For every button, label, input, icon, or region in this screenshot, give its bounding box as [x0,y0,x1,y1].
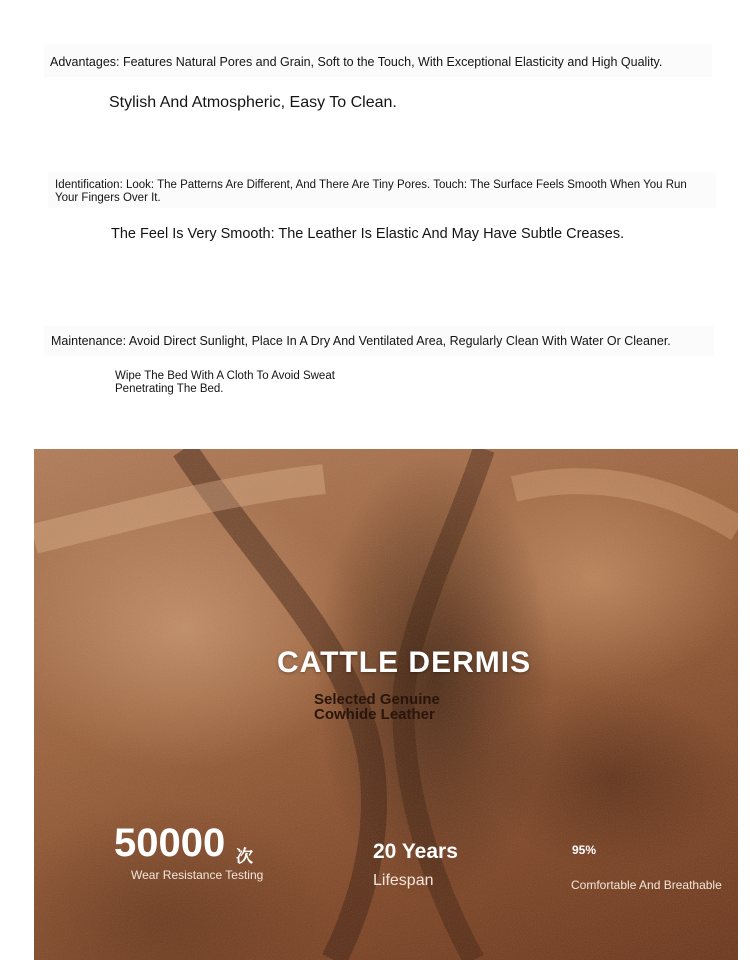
stat-lifespan-caption: Lifespan [373,872,434,889]
advantages-text: Advantages: Features Natural Pores and Grain, Soft to the Touch, With Exceptional Elasticity and High Quality. [50,55,663,69]
stat-breathable-value: 95% [572,843,597,857]
stat-wear-unit: 次 [236,847,253,866]
stat-wear-value: 50000 [114,821,226,865]
banner-title: CATTLE DERMIS [277,646,532,679]
stat-wear-caption: Wear Resistance Testing [131,868,264,882]
advantages-subtext: Stylish And Atmospheric, Easy To Clean. [109,94,397,111]
leather-banner [34,449,738,960]
maintenance-subtext: Wipe The Bed With A Cloth To Avoid Sweat Penetrating The Bed. [115,370,335,395]
banner-subtitle: Selected Genuine Cowhide Leather [314,691,440,723]
identification-subtext: The Feel Is Very Smooth: The Leather Is Elastic And May Have Subtle Creases. [111,226,625,242]
identification-text: Identification: Look: The Patterns Are Different, And There Are Tiny Pores. Touch: The Surface Feels Smooth When You Run Your Fingers Over It. [55,179,687,204]
stat-breathable-caption: Comfortable And Breathable [571,878,722,892]
maintenance-text: Maintenance: Avoid Direct Sunlight, Place In A Dry And Ventilated Area, Regularly Clean With Water Or Cleaner. [51,334,671,348]
stat-lifespan-value: 20 Years [373,840,458,863]
